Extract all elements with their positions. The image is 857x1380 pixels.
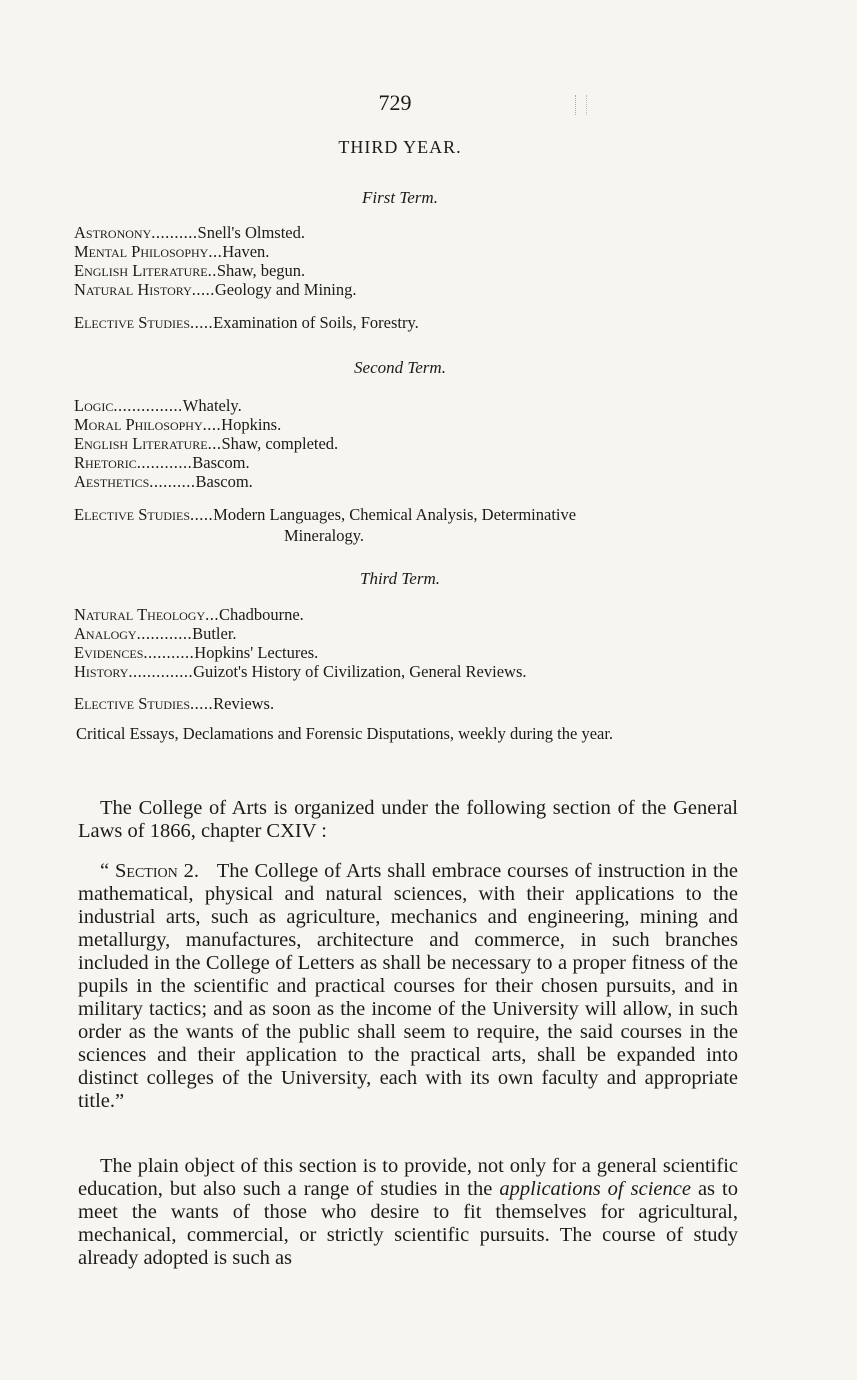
term-title-second: Second Term. <box>354 358 446 377</box>
course-row: English Literature...Shaw, completed. <box>74 434 339 453</box>
course-subject: Moral Philosophy <box>74 415 203 434</box>
course-subject: History <box>74 662 129 681</box>
section-text: The College of Arts shall embrace courses of instruction in the mathematical, physical and natural sciences, with their applications to the industrial arts, such as agriculture, mechanics and engineering, mining and metallurgy, manufactures, architecture and commerce, in such branches included in the College of Letters as shall be necessary to a proper fitness of the pupils in the scientific and practical courses for their chosen pursuits, and in military tactics; and as soon as the income of the University will allow, in such order as the wants of the public shall seem to require, the said courses in the sciences and their application to the practical arts, shall be expanded into distinct colleges of the University, each with its own faculty and appropriate title.” <box>78 860 739 1112</box>
course-text: Shaw, completed. <box>221 434 339 453</box>
course-subject: Elective Studies <box>74 505 191 524</box>
scan-mark <box>575 95 587 115</box>
course-text: Reviews. <box>213 694 275 713</box>
course-subject: English Literature <box>74 434 208 453</box>
course-row: Astronony..........Snell's Olmsted. <box>74 223 305 242</box>
course-text: Geology and Mining. <box>214 280 357 299</box>
course-subject: Elective Studies <box>74 694 191 713</box>
course-subject: Logic <box>74 396 114 415</box>
course-row: History..............Guizot's History of Civilization, General Reviews. <box>74 662 527 681</box>
course-row: Mental Philosophy...Haven. <box>74 242 270 261</box>
course-text: Butler. <box>192 624 237 643</box>
course-text: Examination of Soils, Forestry. <box>213 313 419 332</box>
critical-note: Critical Essays, Declamations and Forensic Disputations, weekly during the year. <box>76 724 614 743</box>
course-text: Hopkins' Lectures. <box>194 643 319 662</box>
course-subject: Analogy <box>74 624 137 643</box>
year-title: THIRD YEAR. <box>338 137 462 157</box>
course-text: Guizot's History of Civilization, General Reviews. <box>193 662 527 681</box>
course-subject: Natural Theology <box>74 605 206 624</box>
course-row: Logic...............Whately. <box>74 396 242 415</box>
course-row: Evidences...........Hopkins' Lectures. <box>74 643 319 662</box>
course-text: Bascom. <box>192 453 250 472</box>
course-subject: Natural History <box>74 280 192 299</box>
section-lead: “ Section 2. <box>100 860 200 882</box>
course-subject: Rhetoric <box>74 453 137 472</box>
course-text: Chadbourne. <box>219 605 304 624</box>
course-row: Natural History.....Geology and Mining. <box>74 280 357 299</box>
course-text: Bascom. <box>195 472 253 491</box>
course-text: Shaw, begun. <box>216 261 306 280</box>
course-row: Natural Theology...Chadbourne. <box>74 605 304 624</box>
page-number: 729 <box>378 90 412 115</box>
course-subject: Elective Studies <box>74 313 191 332</box>
course-subject: Aesthetics <box>74 472 150 491</box>
course-row: Aesthetics..........Bascom. <box>74 472 253 491</box>
course-subject: Evidences <box>74 643 144 662</box>
course-row: Moral Philosophy....Hopkins. <box>74 415 282 434</box>
term-title-third: Third Term. <box>360 569 440 588</box>
course-text: Hopkins. <box>221 415 282 434</box>
course-text: Modern Languages, Chemical Analysis, Determinative <box>213 505 577 524</box>
course-row: Rhetoric............Bascom. <box>74 453 250 472</box>
term-title-first: First Term. <box>362 188 438 207</box>
course-text: Whately. <box>182 396 242 415</box>
course-subject: Astronony <box>74 223 152 242</box>
closing-text-before: The plain object of this section is to provide, not only for a general scientific education, but also such a range of studies in the <box>78 1155 738 1200</box>
closing-paragraph <box>78 1155 738 1270</box>
course-text: Haven. <box>222 242 270 261</box>
intro-paragraph: The College of Arts is organized under the following section of the General Laws of 1866, chapter CXIV : <box>78 797 738 842</box>
elective-continuation: Mineralogy. <box>284 526 365 545</box>
elective-row: Elective Studies.....Examination of Soils, Forestry. <box>74 313 419 332</box>
course-text: Snell's Olmsted. <box>197 223 305 242</box>
course-subject: Mental Philosophy <box>74 242 209 261</box>
elective-row: Elective Studies.....Modern Languages, Chemical Analysis, Determinative <box>74 505 577 524</box>
course-row: English Literature..Shaw, begun. <box>74 261 306 280</box>
course-row: Analogy............Butler. <box>74 624 237 643</box>
closing-text-after: as to meet the wants of those who desire to fit themselves for agricultural, mechanical, commercial, or strictly scientific pursuits. The course of study already adopted is such as <box>78 1178 738 1269</box>
section-quote <box>78 860 738 1113</box>
course-subject: English Literature <box>74 261 208 280</box>
closing-emphasis: applications of science <box>499 1178 691 1200</box>
elective-row: Elective Studies.....Reviews. <box>74 694 275 713</box>
